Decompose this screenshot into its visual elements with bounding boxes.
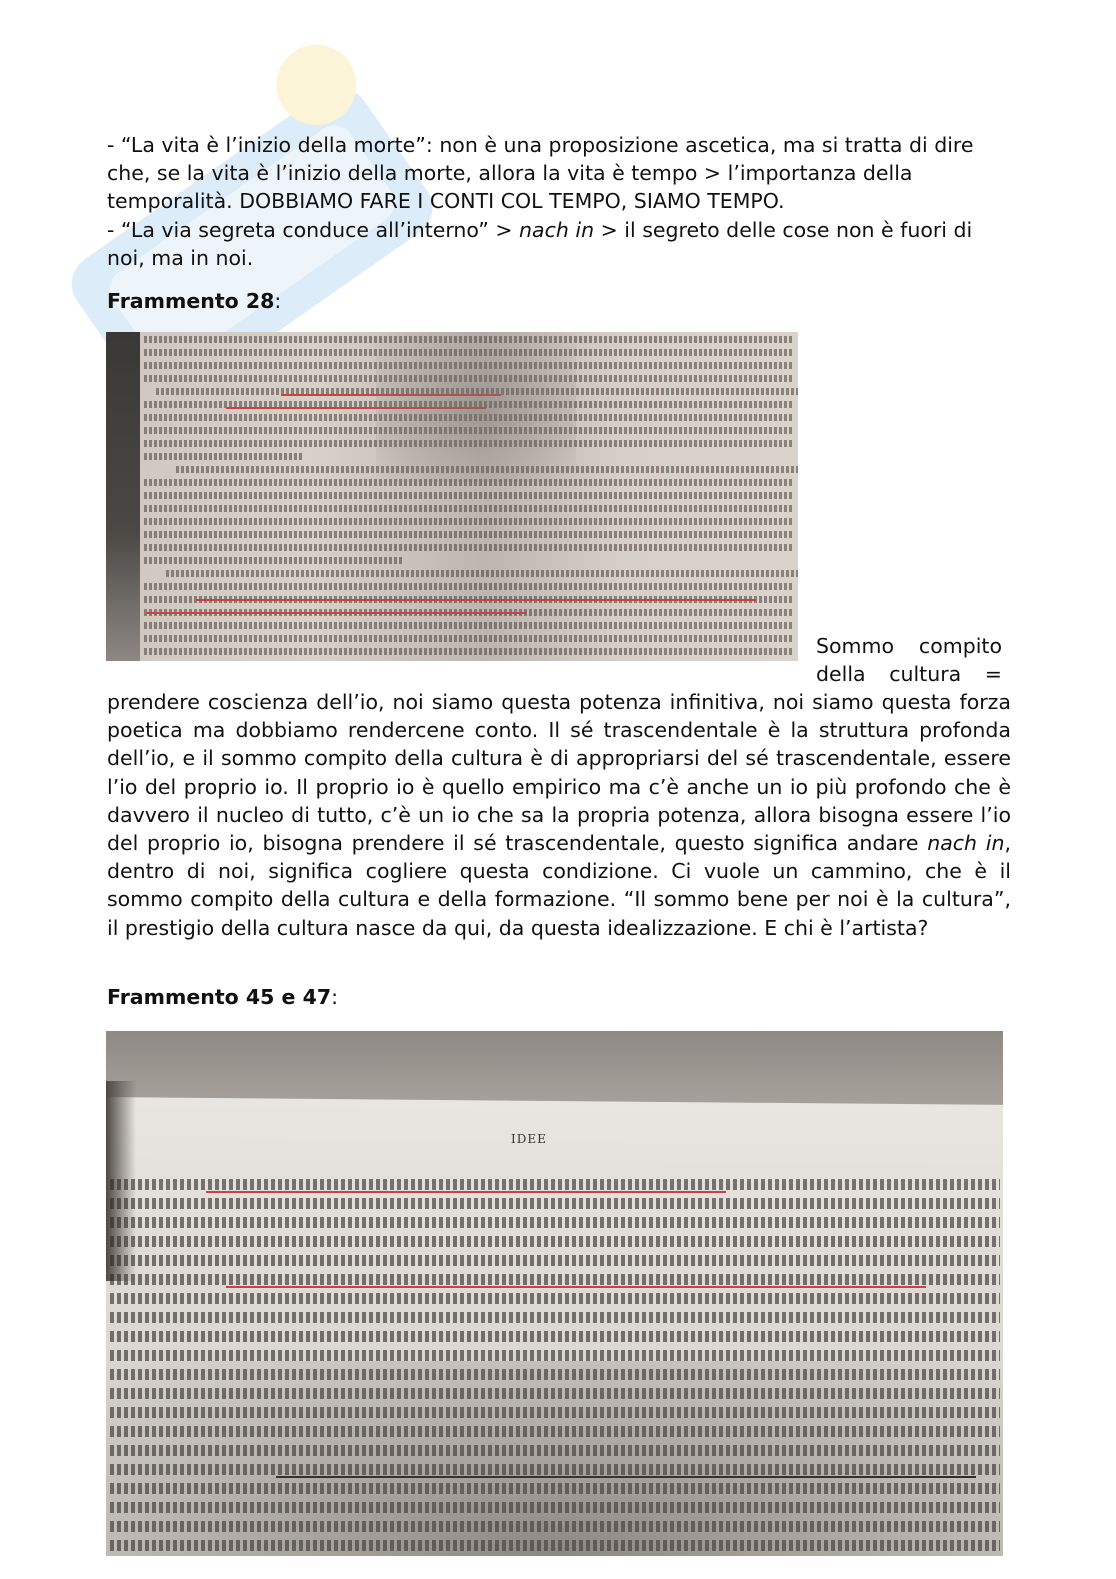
- commentary-part-b: , dentro di noi, significa cogliere questa condizione. Ci vuole un cammino, che è il sommo compito della cultura e della formazione. “Il sommo bene per noi è la cultura”, il prestigio della cultura nasce da qui, da questa idealizzazione. E chi è l’artista?: [107, 831, 1011, 940]
- caption-word-5: =: [984, 662, 1002, 687]
- fragment-45-photo: [106, 1031, 1003, 1556]
- commentary-italic: nach in: [927, 831, 1005, 856]
- intro-line-2-part-b: > il segreto delle cose non è fuori di noi, ma in noi.: [107, 217, 973, 270]
- fragment-45-heading: [107, 985, 338, 1009]
- fragment-28-heading: [107, 289, 281, 313]
- photo-shadow: [376, 332, 576, 482]
- fragment-45-colon: :: [331, 985, 339, 1009]
- caption-word-3: della: [816, 662, 866, 687]
- fragment-28-photo: [106, 332, 798, 661]
- photo-shadow-2: [106, 1361, 1003, 1556]
- fragment-28-colon: :: [274, 289, 282, 313]
- running-head: IDEE: [511, 1132, 547, 1146]
- photo-edge-shadow: [106, 332, 140, 661]
- commentary-paragraph: [107, 688, 1011, 942]
- intro-line-2: [107, 216, 1011, 272]
- caption-word-4: cultura: [889, 662, 962, 687]
- fragment-28-caption: [816, 632, 1002, 688]
- commentary-part-a: prendere coscienza dell’io, noi siamo questa potenza infinitiva, noi siamo questa forza poetica ma dobbiamo rendercene conto. Il sé trascendentale è la struttura profonda dell’io, e il sommo compito della cultura è di appropriarsi del sé trascendentale, essere l’io del proprio io. Il proprio io è quello empirico ma c’è anche un io più profondo che è davvero il nucleo di tutto, c’è un io che sa la propria potenza, allora bisogna essere l’io del proprio io, bisogna prendere il sé trascendentale, questo significa andare: [107, 690, 1011, 856]
- caption-word-2: compito: [918, 634, 1002, 658]
- intro-line-1: - “La vita è l’inizio della morte”: non è una proposizione ascetica, ma si tratta di dire che, se la vita è l’inizio della morte, allora la vita è tempo > l’importanza della temporalità. DOBBIAMO FARE I CONTI COL TEMPO, SIAMO TEMPO.: [107, 133, 974, 214]
- intro-paragraphs: [107, 131, 1011, 272]
- intro-line-2-italic: nach in: [519, 217, 595, 242]
- caption-word-1: Sommo: [816, 634, 895, 658]
- intro-line-2-part-a: - “La via segreta conduce all’interno” >: [107, 217, 520, 242]
- fragment-28-commentary: [107, 688, 1011, 942]
- fragment-28-title: Frammento 28: [107, 289, 275, 313]
- fragment-45-title: Frammento 45 e 47: [107, 985, 332, 1009]
